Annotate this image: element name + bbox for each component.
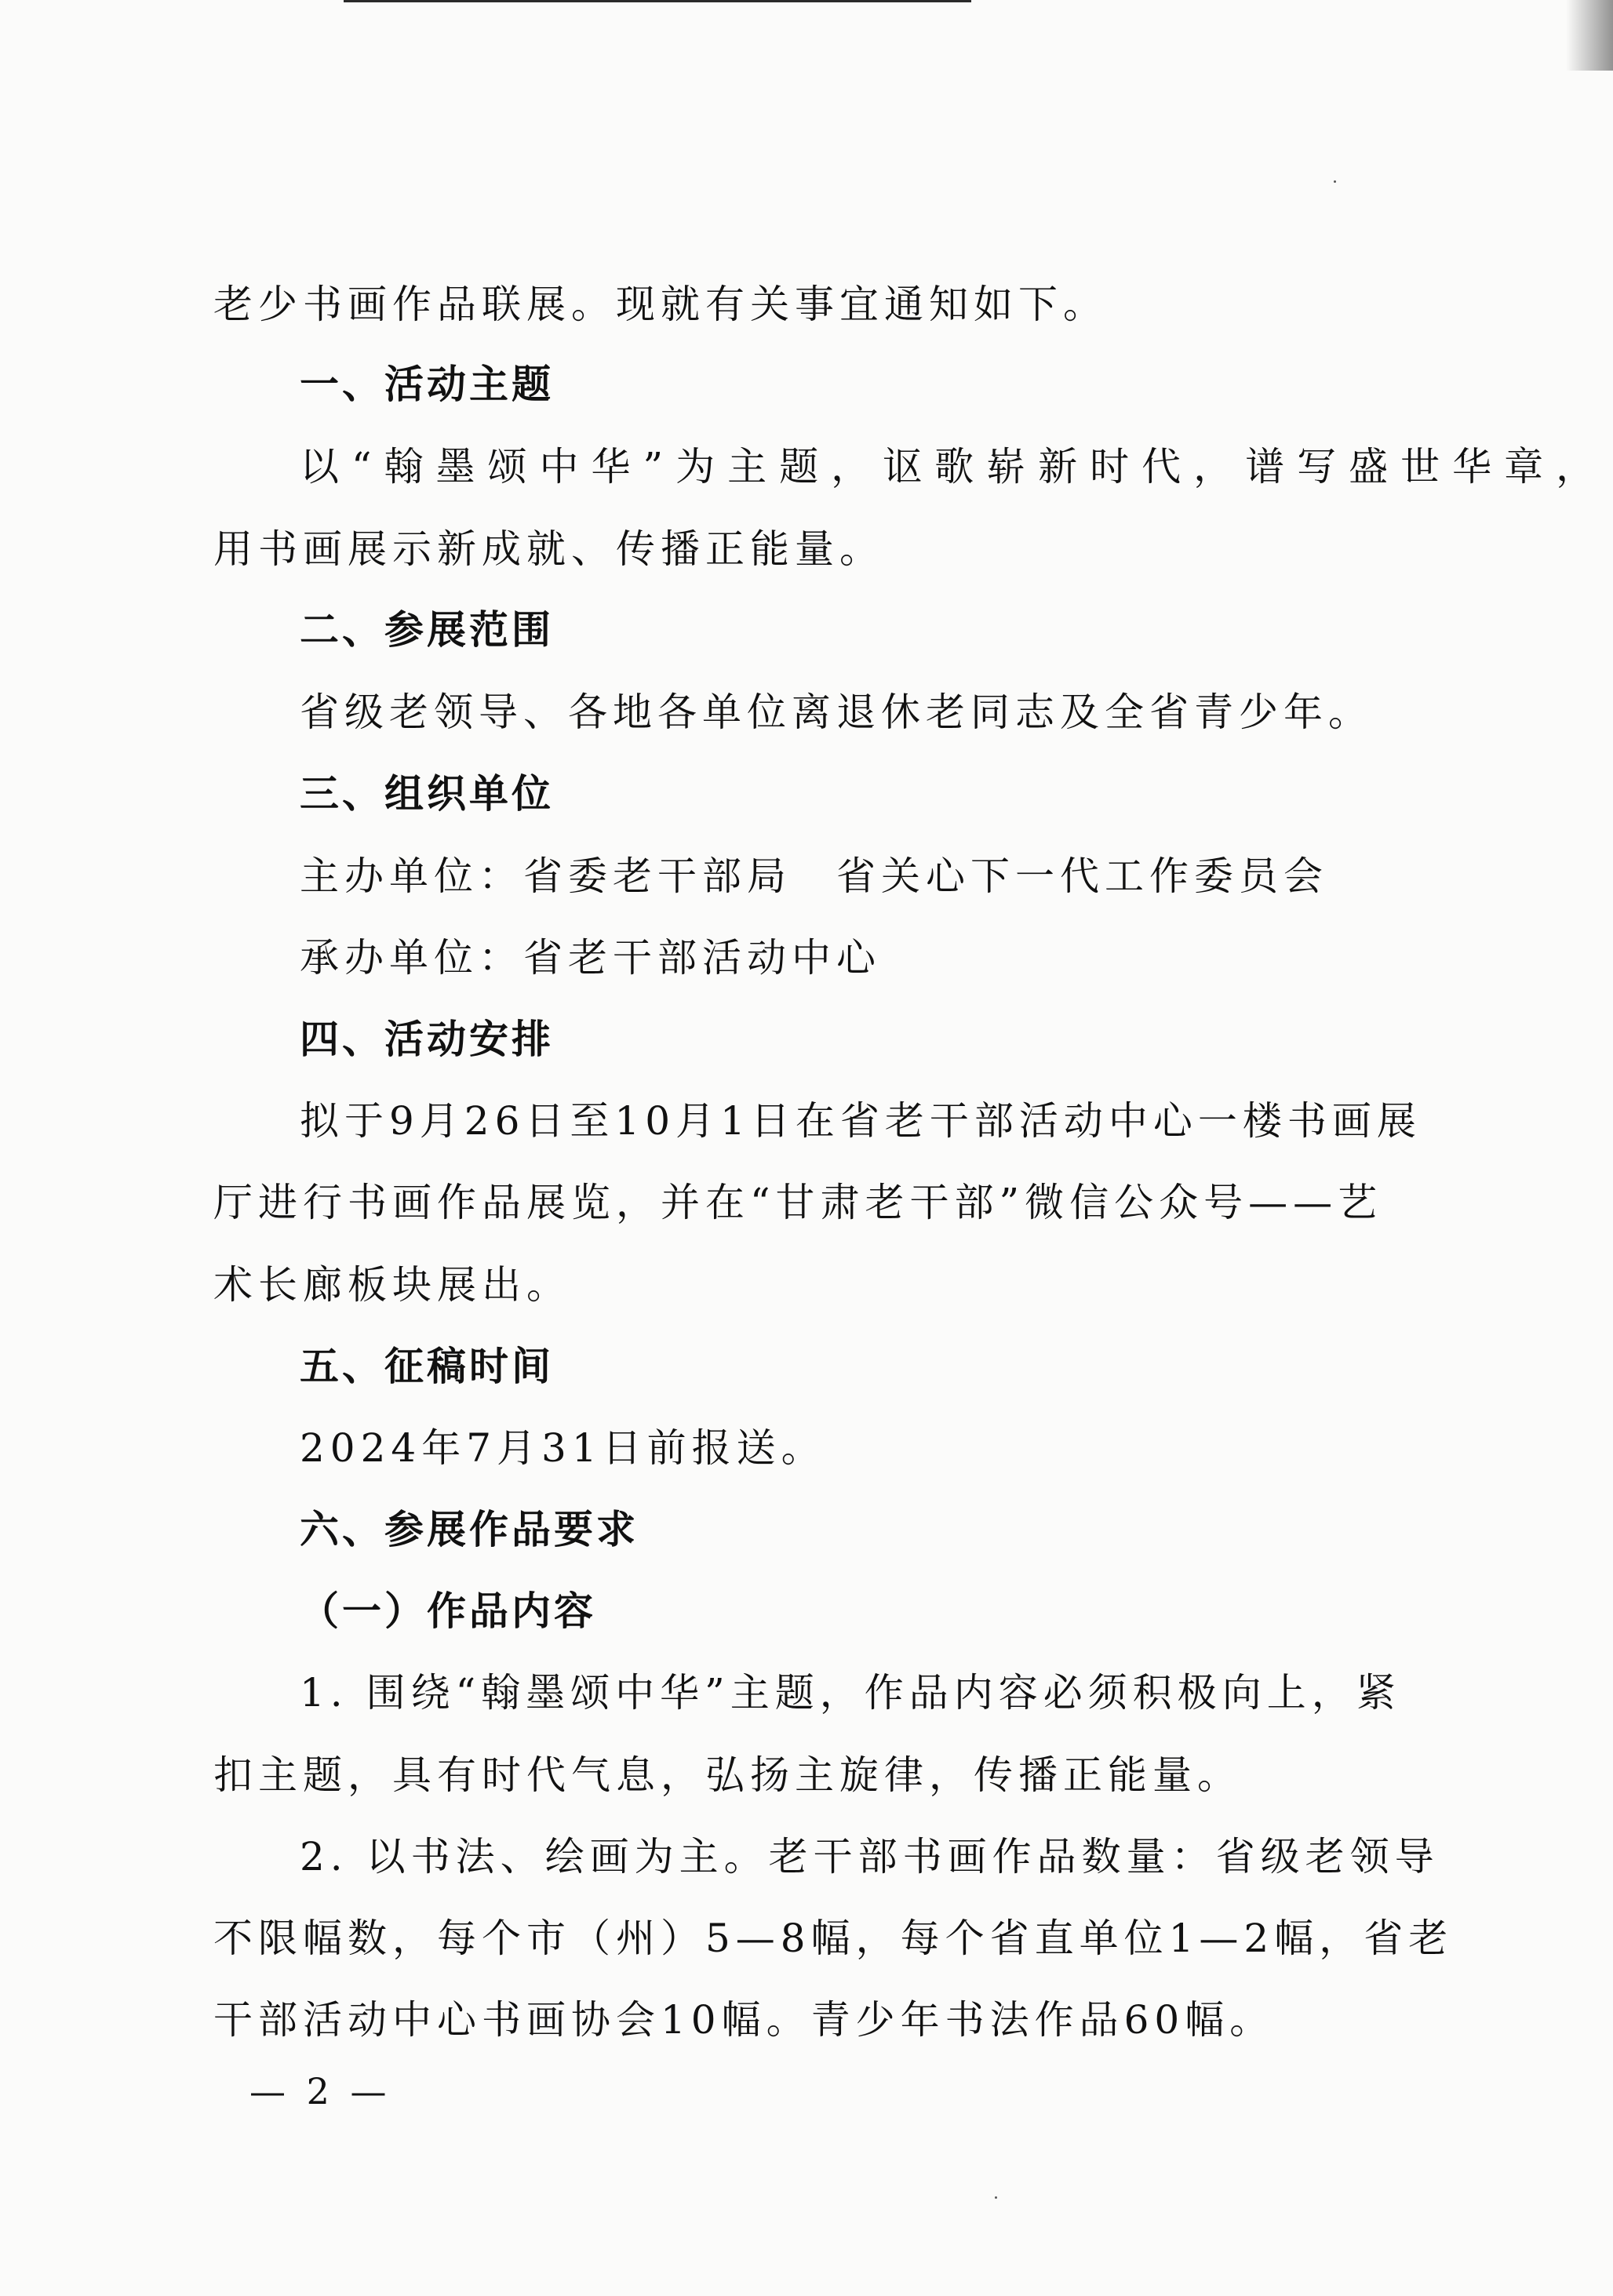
body-paragraph-line: 承办单位：省老干部活动中心 xyxy=(300,935,881,981)
body-paragraph-line: 主办单位：省委老干部局 省关心下一代工作委员会 xyxy=(300,853,1328,899)
section-heading: 三、组织单位 xyxy=(300,771,554,817)
body-paragraph-line: 扣主题，具有时代气息，弘扬主旋律，传播正能量。 xyxy=(213,1752,1242,1798)
body-paragraph-line: 不限幅数，每个市（州）5—8幅，每个省直单位1—2幅，省老 xyxy=(213,1916,1454,1961)
body-paragraph-line: 1. 围绕“翰墨颂中华”主题，作品内容必须积极向上，紧 xyxy=(300,1670,1401,1716)
body-paragraph-line: 2. 以书法、绘画为主。老干部书画作品数量：省级老领导 xyxy=(300,1834,1440,1879)
section-heading: 二、参展范围 xyxy=(300,607,554,653)
body-paragraph-line: 干部活动中心书画协会10幅。青少年书法作品60幅。 xyxy=(213,1997,1275,2043)
scan-edge-shadow xyxy=(1566,0,1613,71)
section-heading: 四、活动安排 xyxy=(300,1017,554,1062)
body-paragraph-line: 术长廊板块展出。 xyxy=(213,1262,571,1308)
subsection-heading: （一）作品内容 xyxy=(300,1588,596,1634)
page-number: — 2 — xyxy=(249,2070,391,2112)
body-paragraph-line: 以“翰墨颂中华”为主题，讴歌崭新时代，谱写盛世华章， xyxy=(300,444,1608,489)
scan-speck xyxy=(1334,180,1336,183)
body-paragraph-line: 拟于9月26日至10月1日在省老干部活动中心一楼书画展 xyxy=(300,1098,1422,1144)
top-border-line xyxy=(344,0,971,2)
body-paragraph-line: 老少书画作品联展。现就有关事宜通知如下。 xyxy=(213,282,1108,327)
scan-speck xyxy=(995,2196,997,2199)
body-paragraph-line: 厅进行书画作品展览，并在“甘肃老干部”微信公众号——艺 xyxy=(213,1180,1383,1225)
section-heading: 一、活动主题 xyxy=(300,362,554,407)
section-heading: 五、征稿时间 xyxy=(300,1344,554,1389)
body-paragraph-line: 用书画展示新成就、传播正能量。 xyxy=(213,526,884,572)
body-paragraph-line: 省级老领导、各地各单位离退休老同志及全省青少年。 xyxy=(300,690,1373,735)
body-paragraph-line: 2024年7月31日前报送。 xyxy=(300,1425,826,1471)
section-heading: 六、参展作品要求 xyxy=(300,1507,639,1552)
